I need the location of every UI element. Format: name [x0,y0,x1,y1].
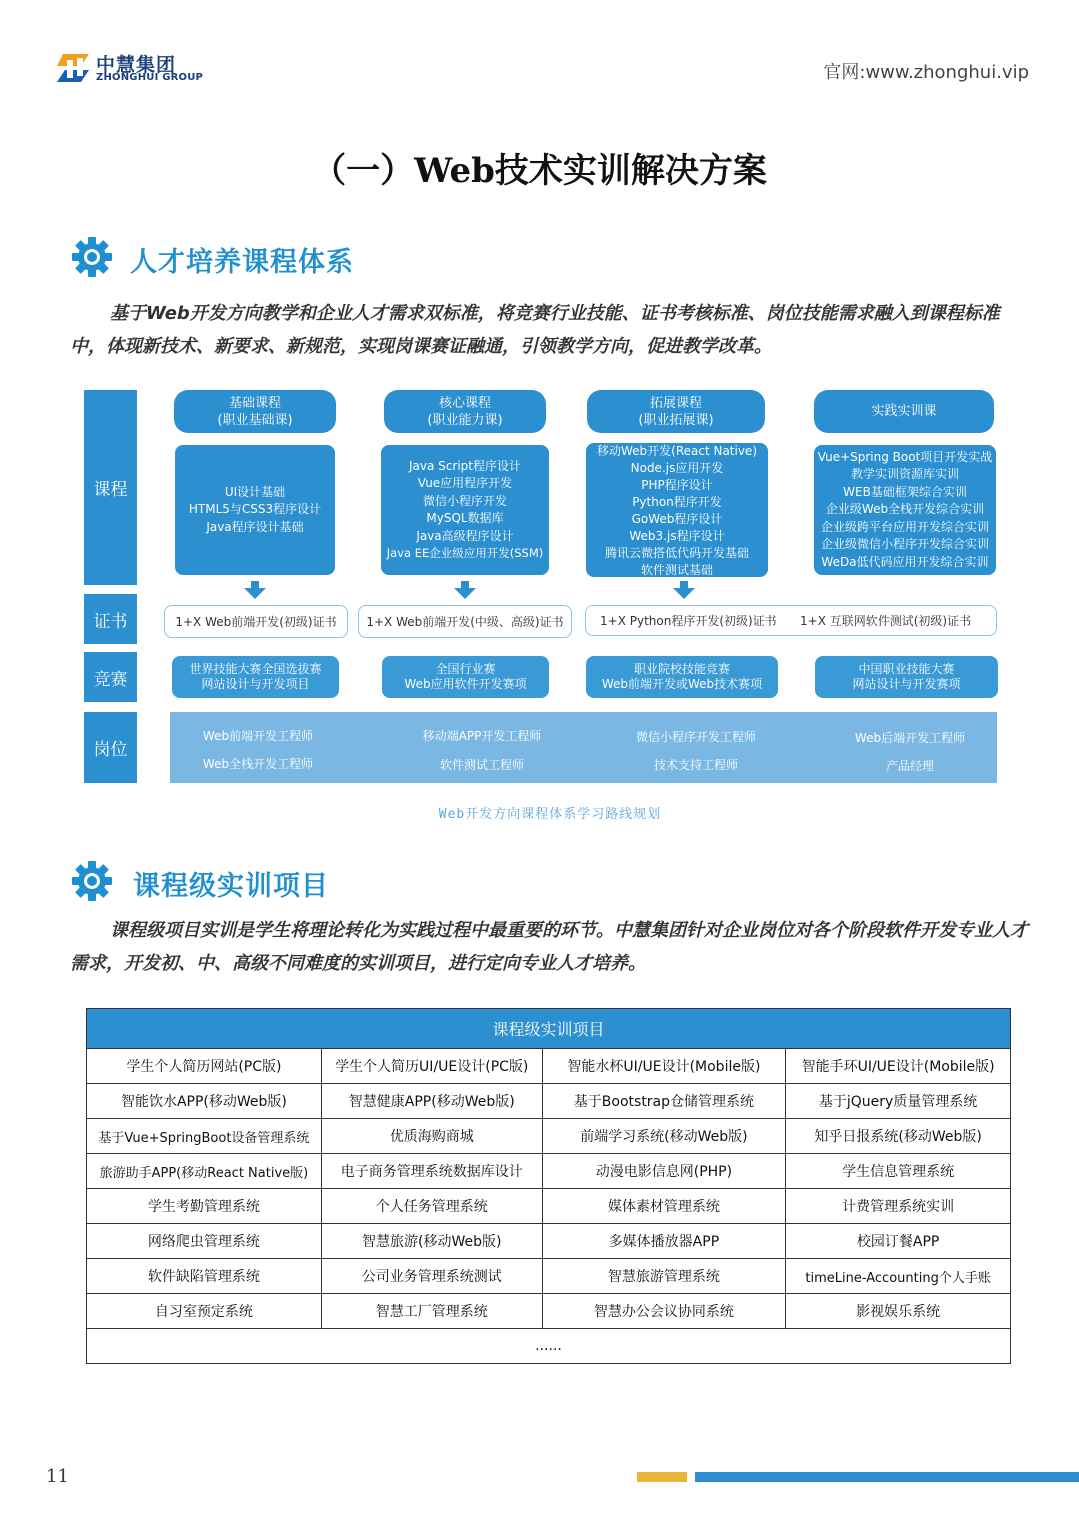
table-cell: 多媒体播放器APP [542,1224,786,1259]
competition-track: 网站设计与开发赛项 [852,677,961,691]
table-cell: 基于Vue+SpringBoot设备管理系统 [87,1119,322,1154]
course-item: WeDa低代码应用开发综合实训 [821,554,989,569]
page-title: （一）Web技术实训解决方案 [312,151,767,191]
course-item: PHP程序设计 [641,478,713,492]
course-item: 微信小程序开发 [422,493,507,508]
competition-track: 网站设计与开发项目 [201,677,310,691]
competition-item [172,656,339,698]
certificate-item: 1+X Web前端开发(中级、高级)证书 [358,605,572,638]
course-box-practice [814,445,996,575]
column-subtitle: (职业基础课) [217,412,293,428]
competition-track: Web应用软件开发赛项 [404,677,527,691]
arrow-down-icon [251,581,259,588]
course-item: Java EE企业级应用开发(SSM) [386,546,544,560]
table-cell: 媒体素材管理系统 [542,1189,786,1224]
course-item: Vue+Spring Boot项目开发实战 [817,449,993,464]
table-cell: 学生信息管理系统 [786,1154,1011,1189]
course-item: 移动Web开发(React Native) [596,444,758,458]
course-item: WEB基础框架综合实训 [843,484,967,499]
job-title: 微信小程序开发工程师 [635,730,756,744]
job-title: 软件测试工程师 [439,758,524,772]
table-cell: 电子商务管理系统数据库设计 [321,1154,542,1189]
column-title: 实践实训课 [871,404,937,419]
table-cell: 知乎日报系统(移动Web版) [786,1119,1011,1154]
table-cell: 网络爬虫管理系统 [87,1224,322,1259]
table-cell: 前端学习系统(移动Web版) [542,1119,786,1154]
row-label-courses: 课程 [84,390,137,585]
table-cell: 智慧办公会议协同系统 [542,1294,786,1329]
course-item: 企业级微信小程序开发综合实训 [820,537,989,552]
logo-chinese-name: 中慧集团 [96,54,177,76]
table-row [87,1329,1011,1364]
table-row [87,1084,1011,1119]
arrow-down-icon [454,588,476,599]
job-title: Web全栈开发工程师 [202,757,314,771]
competition-name: 世界技能大赛全国选拔赛 [189,662,322,676]
column-header-core [384,390,546,433]
column-title: 拓展课程 [649,395,702,411]
job-title: 技术支持工程师 [653,758,738,772]
logo-icon [55,52,91,84]
course-item: UI设计基础 [224,484,286,499]
competition-item [815,656,998,698]
table-ellipsis: ...... [87,1329,1011,1364]
competition-item [586,656,778,698]
course-item: MySQL数据库 [426,511,504,525]
table-cell: 计费管理系统实训 [786,1189,1011,1224]
table-header: 课程级实训项目 [87,1009,1011,1049]
course-item: 企业级Web全栈开发综合实训 [825,502,985,517]
certificate-item: 1+X Python程序开发(初级)证书 [600,614,777,628]
certificate-item: 1+X Web前端开发(初级)证书 [164,605,348,638]
table-cell: 校园订餐APP [786,1224,1011,1259]
course-item: Vue应用程序开发 [417,476,513,490]
column-subtitle: (职业能力课) [427,412,503,428]
table-cell: 个人任务管理系统 [321,1189,542,1224]
competition-item [382,656,549,698]
website-link[interactable]: 官网:www.zhonghui.vip [823,62,1029,83]
course-item: Java程序设计基础 [206,519,304,534]
table-cell: 智能水杯UI/UE设计(Mobile版) [542,1049,786,1084]
course-item: Python程序开发 [632,495,722,509]
table-cell: 学生考勤管理系统 [87,1189,322,1224]
row-label-jobs: 岗位 [84,712,137,783]
arrow-down-icon [673,588,695,599]
table-cell: 智能饮水APP(移动Web版) [87,1084,322,1119]
table-cell: 智慧工厂管理系统 [321,1294,542,1329]
column-header-practice [814,390,994,433]
course-item: 企业级跨平台应用开发综合实训 [820,519,989,534]
table-cell: 软件缺陷管理系统 [87,1259,322,1294]
table-cell: 智慧健康APP(移动Web版) [321,1084,542,1119]
course-box-extension [586,443,768,577]
gear-icon [71,860,113,902]
job-title: 移动端APP开发工程师 [422,729,542,743]
table-cell: 旅游助手APP(移动React Native版) [87,1154,322,1189]
table-cell: 学生个人简历UI/UE设计(PC版) [321,1049,542,1084]
table-cell: 公司业务管理系统测试 [321,1259,542,1294]
page-number: 11 [46,1466,69,1487]
table-row [87,1224,1011,1259]
column-header-basic [174,390,336,433]
row-label-certificates: 证书 [84,594,137,644]
course-item: Java Script程序设计 [409,458,521,473]
competition-name: 中国职业技能大赛 [858,662,955,676]
column-title: 基础课程 [228,395,281,411]
course-item: 教学实训资源库实训 [850,467,959,482]
course-item: Web3.js程序设计 [629,529,725,543]
table-cell: timeLine-Accounting个人手账 [786,1259,1011,1294]
table-row [87,1259,1011,1294]
table-cell: 影视娱乐系统 [786,1294,1011,1329]
course-item: HTML5与CSS3程序设计 [188,502,322,517]
column-title: 核心课程 [438,395,491,411]
logo-english-name: ZHONGHUI GROUP [96,72,204,83]
projects-table [86,1008,1011,1364]
table-row [87,1049,1011,1084]
table-cell: 优质海购商城 [321,1119,542,1154]
competition-track: Web前端开发或Web技术赛项 [601,677,763,691]
table-cell: 基于jQuery质量管理系统 [786,1084,1011,1119]
table-row [87,1294,1011,1329]
gear-icon [71,236,113,278]
course-item: 腾讯云微搭低代码开发基础 [604,546,749,560]
column-subtitle: (职业拓展课) [638,412,714,428]
course-item: 软件测试基础 [640,563,713,577]
course-box-core [381,445,549,575]
course-item: Java高级程序设计 [416,528,514,543]
footer-bar [695,1472,1079,1482]
table-row [87,1119,1011,1154]
job-title: Web后端开发工程师 [854,731,966,745]
course-box-basic [175,445,335,575]
section-title-projects: 课程级实训项目 [133,871,329,902]
table-cell: 动漫电影信息网(PHP) [542,1154,786,1189]
diagram-caption: Web开发方向课程体系学习路线规划 [438,807,662,822]
table-row [87,1154,1011,1189]
arrow-down-icon [680,581,688,588]
table-cell: 智能手环UI/UE设计(Mobile版) [786,1049,1011,1084]
row-label-competitions: 竞赛 [84,652,137,702]
competition-name: 全国行业赛 [435,662,496,676]
course-item: Node.js应用开发 [630,461,724,475]
section-paragraph-talent: 基于Web开发方向教学和企业人才需求双标准，将竞赛行业技能、证书考核标准、岗位技能需求融入到课程标准中，体现新技术、新要求、新规范，实现岗课赛证融通，引领教学方向，促进教学改革。 [70,303,1000,357]
section-title-talent: 人才培养课程体系 [130,247,354,278]
table-cell: 基于Bootstrap仓储管理系统 [542,1084,786,1119]
course-item: GoWeb程序设计 [631,512,723,526]
certificate-item: 1+X 互联网软件测试(初级)证书 [800,614,972,628]
job-title: Web前端开发工程师 [202,729,314,743]
arrow-down-icon [244,588,266,599]
table-row [87,1189,1011,1224]
table-cell: 智慧旅游管理系统 [542,1259,786,1294]
section-paragraph-projects: 课程级项目实训是学生将理论转化为实践过程中最重要的环节。中慧集团针对企业岗位对各个阶段软件开发专业人才需求，开发初、中、高级不同难度的实训项目，进行定向专业人才培养。 [70,920,1028,974]
table-cell: 智慧旅游(移动Web版) [321,1224,542,1259]
job-title: 产品经理 [885,759,934,773]
column-header-extension [587,390,765,433]
table-cell: 学生个人简历网站(PC版) [87,1049,322,1084]
footer-accent-bar [637,1472,687,1482]
arrow-down-icon [461,581,469,588]
table-cell: 自习室预定系统 [87,1294,322,1329]
competition-name: 职业院校技能竞赛 [633,662,730,676]
